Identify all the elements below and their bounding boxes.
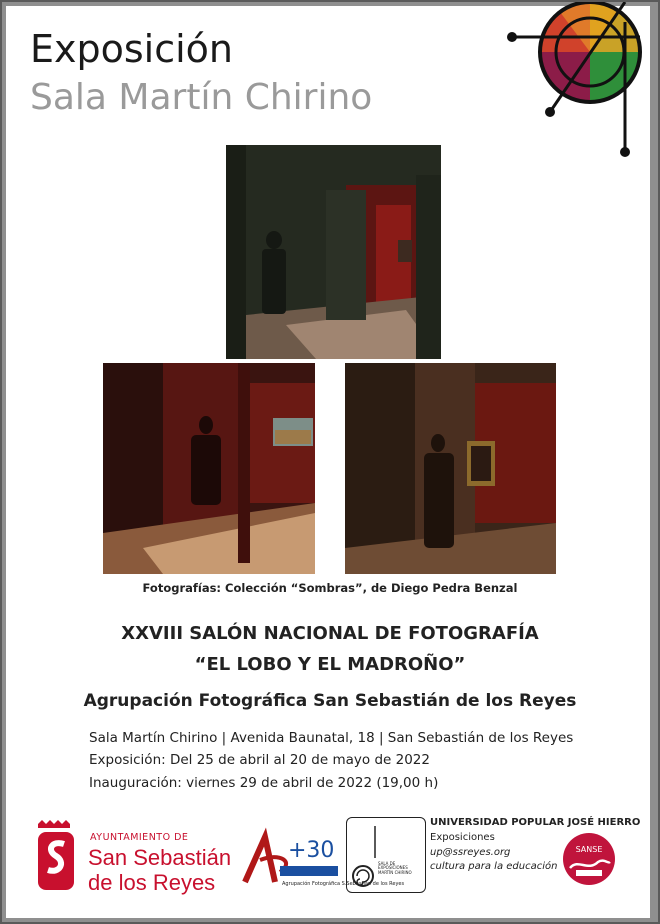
svg-text:+30: +30 <box>288 838 335 863</box>
city-name-line2: de los Reyes <box>88 870 216 895</box>
event-name: “EL LOBO Y EL MADROÑO” <box>194 654 466 675</box>
organizer: Agrupación Fotográfica San Sebastián de los Reyes <box>83 691 577 711</box>
venue-line: Sala Martín Chirino | Avenida Baunatal, 18 | San Sebastián de los Reyes <box>89 730 574 746</box>
edition-title: XXVIII SALÓN NACIONAL DE FOTOGRAFÍA <box>121 623 539 644</box>
up-title: UNIVERSIDAD POPULAR JOSÉ HIERRO <box>430 817 641 828</box>
photo-shadow-man <box>103 363 315 574</box>
ayuntamiento-label: AYUNTAMIENTO DE <box>90 832 189 843</box>
up-subtitle: Exposiciones <box>430 832 495 843</box>
up-email: up@ssreyes.org <box>430 847 511 858</box>
exhibition-title: Exposición <box>30 27 234 71</box>
photo-shadow-portrait <box>345 363 556 574</box>
photo-shadow-woman <box>226 145 441 359</box>
sanse-logo <box>558 832 620 886</box>
venue-title: Sala Martín Chirino <box>30 77 373 118</box>
dates-line: Exposición: Del 25 de abril al 20 de mayo de 2022 <box>89 752 430 768</box>
up-tagline: cultura para la educación <box>430 861 558 872</box>
photo-caption: Fotografías: Colección “Sombras”, de Diego Pedra Benzal <box>142 581 518 595</box>
opening-line: Inauguración: viernes 29 de abril de 2022 (19,00 h) <box>89 775 439 791</box>
city-name-line1: San Sebastián <box>88 845 232 870</box>
sanse-logo-text: SANSE <box>575 845 603 854</box>
up-wheel-logo <box>490 2 660 162</box>
agf-logo-text: Agrupación Fotográfica S.Sebastián de los Reyes <box>282 881 405 887</box>
sala-martin-chirino-logo <box>346 817 426 893</box>
sala-logo-text: SALA DE EXPOSICIONES MARTÍN CHIRINO <box>378 861 412 875</box>
